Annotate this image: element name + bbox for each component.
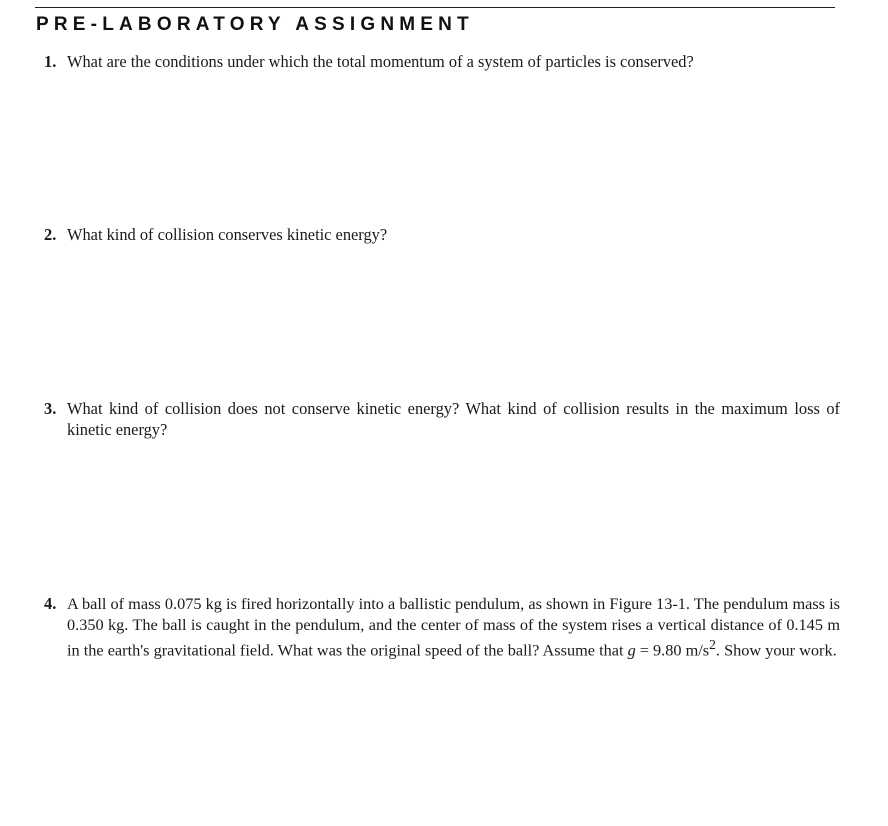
question-text-end: . Show your work. (715, 640, 837, 660)
gravity-value: = 9.80 m/s (635, 640, 710, 660)
question-text: What are the conditions under which the total momentum of a system of particles is conserved? (67, 52, 694, 71)
question-number: 2. (44, 225, 57, 244)
gravity-exponent: 2 (709, 637, 716, 652)
question-number: 3. (44, 399, 57, 418)
question-3 (44, 399, 840, 440)
question-1 (44, 52, 840, 73)
question-text: What kind of collision conserves kinetic energy? (67, 225, 388, 244)
question-text (67, 594, 840, 661)
gravity-variable: g (627, 640, 636, 660)
question-number: 1. (44, 52, 57, 71)
question-number: 4. (44, 594, 57, 613)
page-title: PRE-LABORATORY ASSIGNMENT (36, 14, 474, 35)
question-text: What kind of collision does not conserve kinetic energy? What kind of collision results in the maximum loss of kinetic energy? (67, 399, 840, 439)
question-2 (44, 225, 840, 246)
question-text-body: A ball of mass 0.075 kg is fired horizontally into a ballistic pendulum, as shown in Figure 13-1. The pendulum mass is 0.350 kg. The ball is caught in the pendulum, and the center of mass of the system rises a vertical distance of 0.145 m in the earth's gravitational field. What was the original speed of the ball? Assume that (67, 594, 840, 660)
top-rule (35, 7, 835, 8)
question-4 (44, 594, 840, 661)
